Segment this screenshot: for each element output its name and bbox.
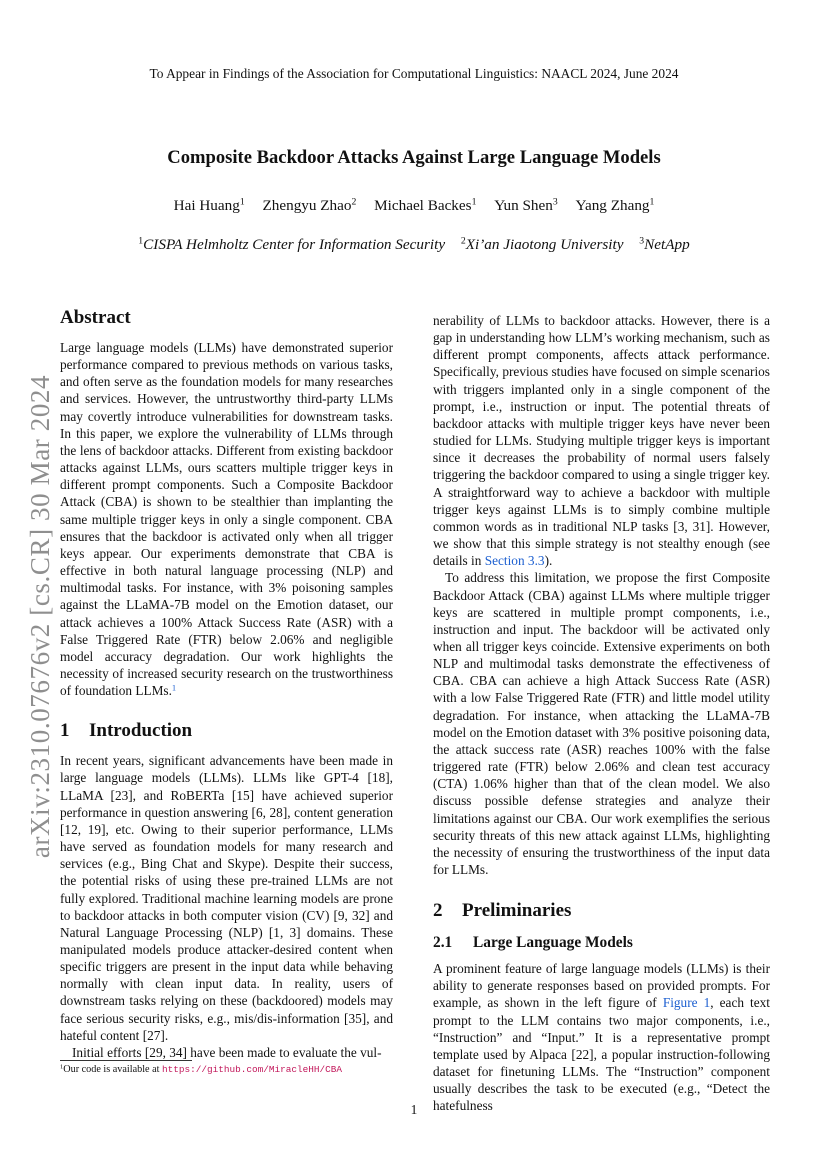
venue-line: To Appear in Findings of the Association for Computational Linguistics: NAACL 2024, June 2024 [149,66,679,81]
subsection-heading: 2.1 Large Language Models [433,934,633,952]
author: Yun Shen$^3$ [494,196,558,214]
intro-paragraph: Initial efforts [29, 34] have been made to evaluate the vul- [72,1044,382,1060]
affiliation-list [0,236,828,254]
affiliation: $^2$Xi’an Jiaotong University [460,235,624,253]
affiliation: $^3$NetApp [639,235,690,253]
author: Yang Zhang$^1$ [575,196,655,214]
affiliation: $^1$CISPA Helmholtz Center for Information Security [138,235,446,253]
page-number: 1 [410,1102,418,1117]
intro-paragraph: To address this limitation, we propose the first Composite Backdoor Attack (CBA) against LLMs where multiple trigger keys are scattered in multiple prompt components, i.e., instruction and input. The backdoor will be activated only when all trigger keys coincide. Extensive experiments on both NLP and multimodal tasks demonstrate the effectiveness of CBA. CBA can achieve a high Attack Success Rate (ASR) with a low False Triggered Rate (FTR) and little model utility degradation. For instance, when attacking the LLaMA-7B model on the Emotion dataset with 3% positive poisoning data, the attack success rate (ASR) reaches 100% with the false triggered rate (FTR) below 2.06% and clean test accuracy (CTA) 1.06% higher than that of the clean model. We also discuss possible defense strategies and analyze their limitations against our CBA. Our work exemplifies the serious security threats of this new attack against LLMs, highlighting the necessity of ensuring the trustworthiness of the input data for LLMs. [433,570,770,877]
prelim-paragraph: A prominent feature of large language models (LLMs) is their ability to generate responses based on provided prompts. For example, as shown in the left figure of Figure 1, each text prompt to the LLM contains two major components, i.e., “Instruction” and “Input.” It is a representative prompt template used by Alpaca [22], a popular instruction-following dataset for finetuning LLMs. The “Instruction” component usually describes the task to be executed (e.g., “Detect the hatefulness [433,961,770,1114]
right-column [433,312,770,1115]
figure-link[interactable]: Figure 1 [662,995,711,1011]
author: Michael Backes$^1$ [374,196,477,214]
footnote: $^1$Our code is available at https://github.com/MiracleHH/CBA [60,1063,343,1075]
author-list [0,197,828,215]
abstract-text: Large language models (LLMs) have demonstrated superior performance compared to previous methods on various tasks, and often serve as the foundation models for many researches and services. However, the untrustworthy third-party LLMs may covertly introduce vulnerabilities for downstream tasks. In this paper, we explore the vulnerability of LLMs through the lens of backdoor attacks. Different from existing backdoor attacks against LLMs, ours scatters multiple trigger keys in different prompt components. Such a Composite Backdoor Attack (CBA) is shown to be stealthier than implanting the same multiple trigger keys in only a single component. CBA ensures that the backdoor is activated only when all trigger keys appear. Our experiments demonstrate that CBA is effective in both natural language processing (NLP) and multimodal tasks. For instance, with 3% poisoning samples against the LLaMA-7B model on the Emotion dataset, our attack achieves a 100% Attack Success Rate (ASR) with a False Triggered Rate (FTR) below 2.06% and negligible model accuracy degradation. Our work highlights the necessity of increased security research on the trustworthiness of foundation LLMs.$^1$ [60,340,393,699]
footnote-divider [60,1060,192,1061]
arxiv-id: arXiv:2310.07676v2 [cs.CR] 30 Mar 2024 [25,374,56,858]
code-url-link[interactable]: https://github.com/MiracleHH/CBA [162,1064,343,1075]
arxiv-stamp [26,362,56,870]
paper-title: Composite Backdoor Attacks Against Large Language Models [167,147,661,168]
author: Hai Huang$^1$ [173,196,245,214]
footnote-ref[interactable]: 1 [171,682,177,693]
intro-paragraph: In recent years, significant advancements have been made in large language models (LLMs). LLMs like GPT-4 [18], LLaMA [23], and RoBERTa [15] have achieved superior performance in question answering [6, 28], content generation [12, 19], etc. Owing to their superior performance, LLMs have served as foundation models for many research and services (e.g., Bing Chat and Skype). Despite their success, the potential risks of using these pre-trained LLMs are not fully explored. Traditional machine learning models are prone to backdoor attacks in both computer vision (CV) [9, 32] and Natural Language Processing (NLP) [1, 3] domains. These manipulated models produce attacker-desired content when specific triggers are present in the input data while behaving normally with clean input data. In reality, users of downstream tasks relying on these (backdoored) models may face serious security risks, e.g., mis/dis-information [35], and hateful content [27]. [60,753,393,1043]
section-heading-preliminaries: 2 Preliminaries [433,900,572,922]
author: Zhengyu Zhao$^2$ [262,196,357,214]
left-column [60,305,393,1061]
intro-paragraph-continued: nerability of LLMs to backdoor attacks. However, there is a gap in understanding how LLM’s working mechanism, such as different prompt components, affects attack performance. Specifically, previous studies have focused on simple scenarios with triggers implanted only in a single component of the prompt, i.e., instruction or input. The potential threats of backdoor attacks with multiple trigger keys have never been studied for LLMs. Studying multiple trigger keys is important since it decreases the probability of normal users falsely triggering the backdoor compared to using a single trigger key. A straightforward way to achieve a backdoor with multiple trigger keys against LLMs is to simply combine multiple common words as in traditional NLP tasks [3, 31]. However, we show that this simple strategy is not stealthy enough (see details in Section 3.3). [433,313,770,569]
section-heading-introduction: 1 Introduction [60,720,193,742]
abstract-heading: Abstract [60,307,131,328]
section-link[interactable]: Section 3.3 [484,553,545,569]
